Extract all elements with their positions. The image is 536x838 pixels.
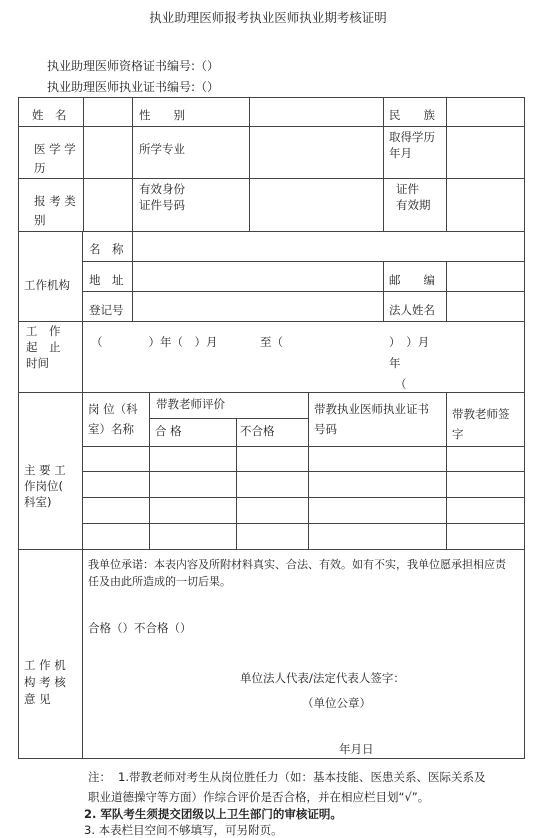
note-1: 1.带教老师对考生从岗位胜任力（如：基本技能、医患关系、医际关系及 <box>118 770 486 784</box>
id-valid-label-2: 有效期 <box>396 198 431 212</box>
work-period-from: （ ）年（ ）月 <box>91 335 218 349</box>
id-number-label-2: 证件号码 <box>139 198 185 212</box>
pass-fail-result: 合格（）不合格（） <box>88 621 192 635</box>
name-label: 姓 名 <box>32 108 67 122</box>
post-name-header-2: 室）名称 <box>88 422 134 436</box>
education-label: 医 学 学 <box>34 142 76 156</box>
pass-header: 合 格 <box>155 424 182 438</box>
opinion-section-label-2: 构 考 核 <box>24 675 66 689</box>
legal-rep-name-label: 法人姓名 <box>389 303 435 317</box>
note-3: 3. 本表栏目空间不够填写，可另附页。 <box>84 823 283 837</box>
work-period-open: （ <box>395 377 407 391</box>
commitment-text-2: 任及由此所造成的一切后果。 <box>88 575 231 588</box>
opinion-section-label: 工 作 机 <box>24 658 66 672</box>
workplace-name-label: 名 称 <box>89 242 124 256</box>
work-period-label-3: 时间 <box>26 356 49 370</box>
legal-rep-signature: 单位法人代表/法定代表人签字： <box>240 671 405 685</box>
practice-cert-number: 执业助理医师执业证书编号:（） <box>47 80 220 94</box>
registration-number-label: 登记号 <box>89 303 124 317</box>
degree-date-label: 取得学历 <box>389 130 435 144</box>
gender-label: 性 别 <box>139 108 185 122</box>
education-label-2: 历 <box>34 161 46 175</box>
teacher-signature-header: 带教老师签 <box>452 407 510 421</box>
positions-section-label-2: 作岗位( <box>24 479 63 493</box>
work-period-label-2: 起 止 <box>26 340 61 354</box>
commitment-text: 我单位承诺：本表内容及所附材料真实、合法、有效。如有不实，我单位愿承担相应责 <box>88 558 506 571</box>
fail-header: 不合格 <box>240 424 275 438</box>
exam-category-label: 报 考 类 <box>34 194 76 208</box>
teacher-cert-header-2: 号码 <box>314 422 337 436</box>
work-period-close: ） ）月 <box>389 335 430 349</box>
work-period-to: 至（ <box>260 335 283 349</box>
teacher-signature-header-2: 字 <box>452 427 464 441</box>
qualification-cert-number: 执业助理医师资格证书编号:（） <box>47 59 220 73</box>
exam-category-label-2: 别 <box>34 213 46 227</box>
unit-seal: （单位公章） <box>302 696 371 710</box>
post-name-header: 岗 位（科 <box>88 402 138 416</box>
major-label: 所学专业 <box>139 142 185 156</box>
document-title: 执业助理医师报考执业医师执业期考核证明 <box>149 10 387 25</box>
teacher-cert-header: 带教执业医师执业证书 <box>314 402 429 416</box>
workplace-address-label: 地 址 <box>89 273 124 287</box>
work-period-label: 工 作 <box>26 324 61 338</box>
work-period-year: 年 <box>389 356 401 370</box>
opinion-section-label-3: 意 见 <box>24 692 51 706</box>
positions-section-label-3: 科室) <box>24 495 52 509</box>
workplace-section-label: 工作机构 <box>24 278 70 292</box>
teacher-evaluation-header: 带教老师评价 <box>156 397 225 411</box>
positions-section-label: 主 要 工 <box>24 463 66 477</box>
note-1-continued: 职业道德操守等方面）作综合评价是否合格，并在相应栏目划“√”。 <box>88 790 430 804</box>
id-valid-label: 证件 <box>396 182 419 196</box>
id-number-label: 有效身份 <box>139 182 185 196</box>
note-2: 2. 军队考生须提交团级以上卫生部门的审核证明。 <box>84 807 342 821</box>
ethnicity-label: 民 族 <box>389 108 435 122</box>
postal-code-label: 邮 编 <box>389 273 435 287</box>
note-prefix: 注： <box>88 770 111 784</box>
opinion-date: 年月日 <box>339 742 374 756</box>
degree-date-label-2: 年月 <box>389 146 412 160</box>
